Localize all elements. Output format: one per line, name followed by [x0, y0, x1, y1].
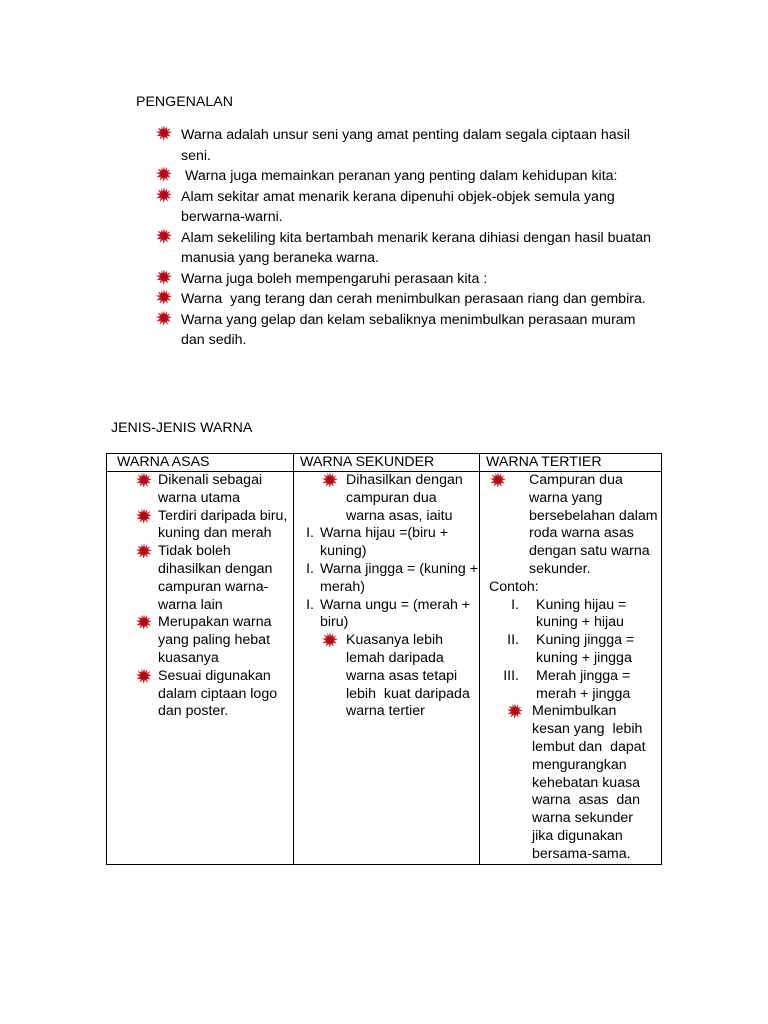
bullet-text: Sesuai digunakan dalam ciptaan logo dan poster.: [158, 667, 278, 720]
list-item: [156, 166, 656, 187]
list-item: [294, 632, 480, 721]
bullet-text: Terdiri daripada biru, kuning dan merah: [158, 507, 288, 542]
item-text: Kuning jingga = kuning + jingga: [536, 632, 635, 666]
column-body: [294, 472, 480, 721]
example-label: Contoh:: [489, 578, 539, 595]
list-item: [156, 228, 656, 269]
red-starburst-icon: [156, 125, 172, 142]
numbered-item: [294, 597, 480, 633]
red-starburst-icon: [156, 289, 172, 306]
red-starburst-icon: [136, 508, 152, 525]
column-body: [480, 472, 662, 864]
bullet-text: Tidak boleh dihasilkan dengan campuran warna-warna lain: [158, 543, 273, 613]
red-starburst-icon: [136, 614, 152, 631]
red-starburst-icon: [136, 668, 152, 685]
column-header: WARNA SEKUNDER: [294, 454, 480, 472]
secondary-colors-column: [293, 454, 480, 864]
column-header: WARNA ASAS: [107, 454, 293, 472]
list-item: [107, 614, 293, 667]
item-text: Warna hijau =(biru + kuning): [320, 525, 449, 560]
item-text: Warna ungu = (merah + biru): [320, 596, 471, 631]
primary-colors-column: [107, 454, 293, 864]
list-item: [156, 310, 656, 351]
red-starburst-icon: [156, 310, 172, 327]
bullet-text: Campuran dua warna yang bersebelahan dalam roda warna asas dengan satu warna sekunder.: [529, 472, 658, 577]
red-starburst-icon: [490, 472, 506, 489]
red-starburst-icon: [156, 269, 172, 286]
red-starburst-icon: [507, 703, 523, 720]
list-item: [156, 187, 656, 228]
list-item: [480, 703, 662, 863]
item-text: Warna jingga = (kuning + merah): [320, 560, 478, 595]
red-starburst-icon: [322, 472, 338, 489]
bullet-text: Menimbulkan kesan yang lebih lembut dan dapat mengurangkan kehebatan kuasa warna asas dan warna sekunder jika digunakan bersama-sama.: [532, 703, 650, 862]
item-number: II.: [507, 632, 519, 649]
bullet-text: Alam sekitar amat menarik kerana dipenuhi objek-objek semula yang berwarna-warni.: [181, 188, 615, 225]
item-number: I.: [511, 596, 519, 613]
bullet-text: Alam sekeliling kita bertambah menarik kerana dihiasi dengan hasil buatan manusia yang beraneka warna.: [181, 229, 652, 266]
list-item: [294, 472, 480, 525]
item-text: Merah jingga = merah + jingga: [536, 667, 631, 702]
numbered-item: [294, 525, 480, 561]
list-item: [156, 269, 656, 290]
red-starburst-icon: [136, 472, 152, 489]
bullet-text: Warna adalah unsur seni yang amat penting dalam segala ciptaan hasil seni.: [181, 127, 631, 164]
red-starburst-icon: [322, 632, 338, 649]
numbered-item: [480, 632, 662, 668]
item-number: I.: [306, 560, 314, 577]
numbered-item: [480, 597, 662, 633]
column-body: [107, 472, 293, 721]
introduction-bullet-list: [156, 125, 656, 351]
bullet-text: Dikenali sebagai warna utama: [158, 472, 263, 506]
red-starburst-icon: [156, 166, 172, 183]
bullet-text: Merupakan warna yang paling hebat kuasanya: [158, 614, 272, 666]
red-starburst-icon: [156, 228, 172, 245]
color-types-table: [106, 453, 662, 865]
list-item: [107, 508, 293, 544]
column-header: WARNA TERTIER: [480, 454, 662, 472]
list-item: [107, 668, 293, 721]
bullet-text: Warna yang terang dan cerah menimbulkan perasaan riang dan gembira.: [181, 291, 646, 307]
bullet-text: Warna juga boleh mempengaruhi perasaan kita :: [181, 270, 488, 287]
list-item: [480, 472, 662, 579]
tertiary-colors-column: [479, 454, 662, 864]
list-item: [156, 125, 656, 166]
list-item: [107, 472, 293, 508]
bullet-text: Dihasilkan dengan campuran dua warna asas, iaitu: [346, 472, 463, 524]
red-starburst-icon: [136, 543, 152, 560]
item-text: Kuning hijau = kuning + hijau: [536, 596, 627, 631]
bullet-text: Warna juga memainkan peranan yang penting dalam kehidupan kita:: [185, 168, 618, 184]
list-item: [156, 289, 656, 310]
section-heading-color-types: JENIS-JENIS WARNA: [111, 420, 253, 436]
section-heading-introduction: PENGENALAN: [136, 94, 233, 110]
red-starburst-icon: [156, 187, 172, 204]
item-number: I.: [306, 596, 314, 613]
item-number: I.: [306, 525, 314, 542]
bullet-text: Warna yang gelap dan kelam sebaliknya menimbulkan perasaan muram dan sedih.: [181, 311, 636, 348]
numbered-item: [294, 561, 480, 597]
item-number: III.: [503, 667, 519, 684]
bullet-text: Kuasanya lebih lemah daripada warna asas tetapi lebih kuat daripada warna tertier: [346, 632, 474, 720]
numbered-item: [480, 668, 662, 704]
list-item: [107, 543, 293, 614]
